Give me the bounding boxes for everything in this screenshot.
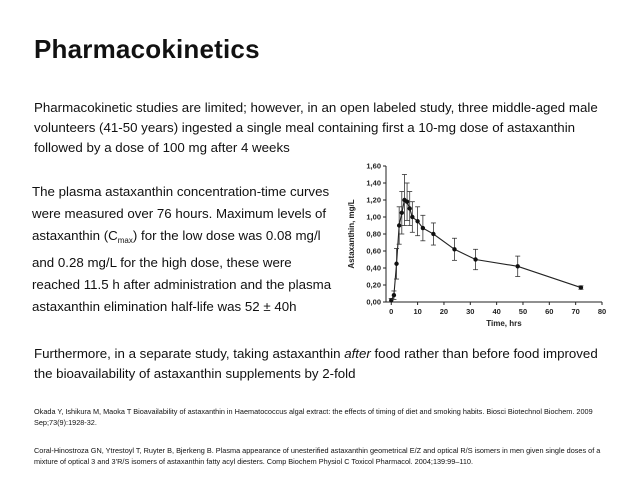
concentration-text-2: ) for the low dose was 0.08 mg/l and 0.28 mg/L for the high dose, these were reached 11.5 h after administration and the plasma astaxanthin elimination half-life was 52 ± 40h — [32, 228, 332, 314]
concentration-text-1: The plasma astaxanthin concentration-time curves were measured over 76 hours. Maximum levels of astaxanthin (C — [32, 184, 330, 243]
x-tick-label: 30 — [466, 307, 475, 316]
intro-paragraph: Pharmacokinetic studies are limited; however, in an open labeled study, three middle-aged male volunteers (41-50 years) ingested a single meal containing first a 10-mg dose of astaxanthin followed by a dose of 100 mg after 4 weeks — [34, 100, 598, 155]
data-point — [405, 200, 409, 204]
data-point — [394, 262, 398, 266]
slide-title: Pharmacokinetics — [34, 34, 260, 64]
data-point — [400, 211, 404, 215]
y-tick-label: 0,80 — [366, 229, 381, 239]
x-tick-label: 0 — [389, 307, 394, 316]
x-tick-label: 10 — [413, 307, 422, 316]
data-point — [410, 215, 414, 219]
data-point — [397, 223, 401, 227]
y-tick-label: 0,20 — [366, 280, 381, 290]
x-tick-label: 70 — [571, 307, 580, 316]
x-tick-label: 80 — [597, 307, 607, 316]
reference-1: Okada Y, Ishikura M, Maoka T Bioavailability of astaxanthin in Haematococcus algal extract: the effects of timing of diet and smoking habits. Biosci Biotechnol Biochem. 2009 Sep;73(9):1928-32. — [34, 407, 593, 427]
x-tick-label: 60 — [545, 307, 554, 316]
concentration-paragraph — [32, 181, 337, 318]
bioavailability-paragraph — [34, 344, 609, 384]
further-text-2: food rather than before food improved the bioavailability of astaxanthin supplements by 2-fold — [34, 346, 598, 381]
data-point — [392, 293, 396, 297]
further-text-1: Furthermore, in a separate study, taking astaxanthin — [34, 346, 345, 361]
y-axis-label: Astaxanthin, mg/L — [347, 199, 356, 269]
data-point — [452, 247, 456, 251]
data-point — [579, 285, 583, 289]
astaxanthin-chart — [340, 160, 610, 338]
chart-svg — [340, 160, 610, 338]
data-point — [415, 219, 419, 223]
reference-2: Coral-Hinostroza GN, Ytrestoyl T, Ruyter B, Bjerkeng B. Plasma appearance of unesterified astaxanthin geometrical E/Z and optical R/S isomers in men given single doses of a mixture of optical 3 and 3’R/S isomers of astaxanthin fatty acyl diesters. Comp Biochem Physiol C Toxicol Pharmacol. 2004;139:99–110. — [34, 446, 601, 466]
y-tick-label: 0,60 — [366, 246, 381, 256]
x-tick-label: 20 — [439, 307, 449, 316]
y-tick-label: 0,00 — [366, 297, 381, 307]
cmax-subscript: max — [117, 236, 133, 245]
series-line — [391, 200, 581, 300]
data-point — [408, 206, 412, 210]
x-axis-label: Time, hrs — [486, 319, 522, 328]
x-tick-label: 40 — [492, 307, 501, 316]
y-tick-label: 1,40 — [366, 178, 381, 188]
x-tick-label: 50 — [518, 307, 528, 316]
data-point — [516, 264, 520, 268]
data-point — [431, 232, 435, 236]
y-tick-label: 1,60 — [366, 161, 381, 171]
y-tick-label: 0,40 — [366, 263, 381, 273]
data-point — [389, 298, 393, 302]
data-point — [473, 257, 477, 261]
data-point — [421, 226, 425, 230]
further-italic: after — [344, 346, 371, 361]
y-tick-label: 1,20 — [366, 195, 381, 205]
y-tick-label: 1,00 — [366, 212, 381, 222]
